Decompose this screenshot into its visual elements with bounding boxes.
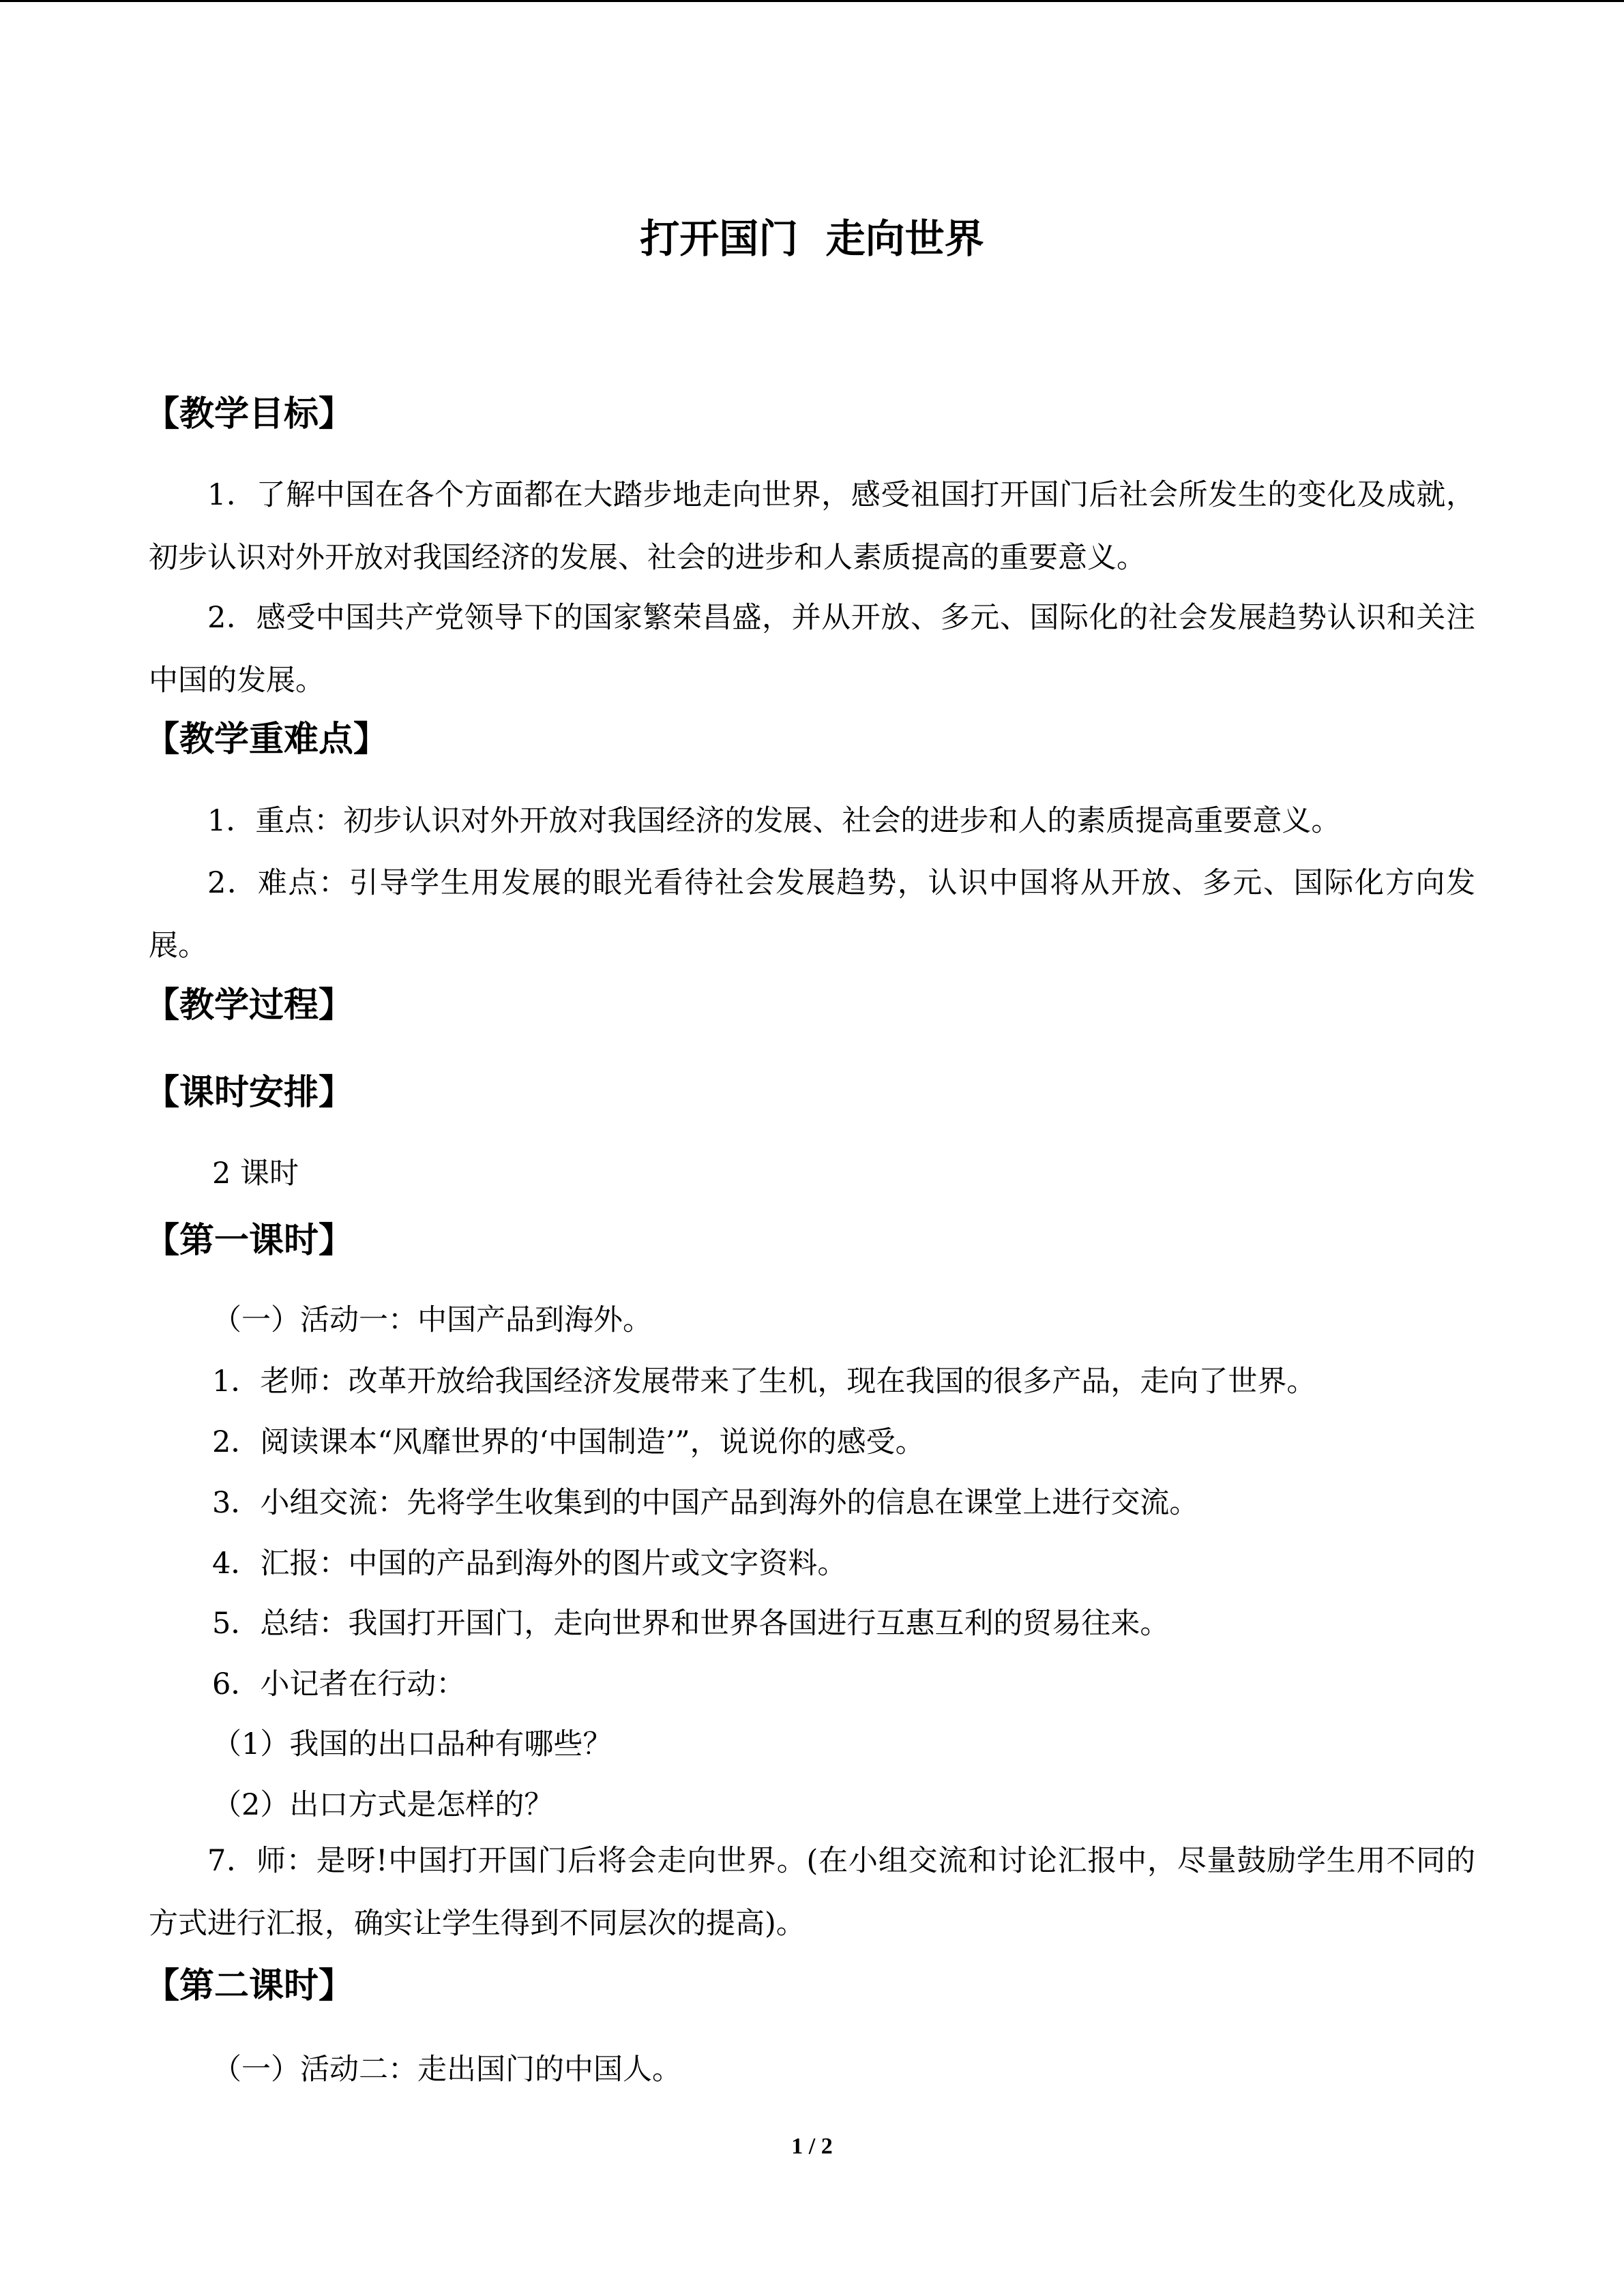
schedule-text: 2 课时	[212, 1157, 299, 1191]
document-title: 打开国门 走向世界	[640, 215, 984, 262]
lesson-one-step: 6．小记者在行动：	[212, 1667, 466, 1701]
lesson-one-activity: （一）活动一：中国产品到海外。	[212, 1303, 652, 1337]
lesson-one-heading: 【第一课时】	[145, 1221, 354, 1261]
page-number: 1 / 2	[791, 2134, 833, 2159]
schedule-heading: 【课时安排】	[145, 1073, 354, 1113]
objectives-heading: 【教学目标】	[145, 394, 354, 434]
lesson-one-question: （2）出口方式是怎样的？	[212, 1788, 554, 1822]
key-points-heading: 【教学重难点】	[145, 719, 389, 760]
lesson-one-question: （1）我国的出口品种有哪些？	[212, 1727, 612, 1761]
key-point-item: 2．难点：引导学生用发展的眼光看待社会发展趋势，认识中国将从开放、多元、国际化方向发展。	[149, 866, 1475, 963]
top-border-line	[0, 0, 1624, 2]
lesson-one-step: 4．汇报：中国的产品到海外的图片或文字资料。	[212, 1547, 847, 1581]
lesson-two-heading: 【第二课时】	[145, 1966, 354, 2006]
lesson-one-step: 3．小组交流：先将学生收集到的中国产品到海外的信息在课堂上进行交流。	[212, 1486, 1199, 1520]
objective-item: 2．感受中国共产党领导下的国家繁荣昌盛，并从开放、多元、国际化的社会发展趋势认识和关注中国的发展。	[149, 601, 1475, 698]
lesson-one-closing: 7．师：是呀!中国打开国门后将会走向世界。(在小组交流和讨论汇报中，尽量鼓励学生用不同的方式进行汇报，确实让学生得到不同层次的提高)。	[149, 1844, 1475, 1941]
lesson-one-step: 5．总结：我国打开国门，走向世界和世界各国进行互惠互利的贸易往来。	[212, 1607, 1170, 1641]
objective-item: 1．了解中国在各个方面都在大踏步地走向世界，感受祖国打开国门后社会所发生的变化及成就，初步认识对外开放对我国经济的发展、社会的进步和人素质提高的重要意义。	[149, 478, 1475, 575]
lesson-one-step: 2．阅读课本“风靡世界的‘中国制造’”，说说你的感受。	[212, 1425, 925, 1459]
process-heading: 【教学过程】	[145, 985, 354, 1026]
key-point-item: 1．重点：初步认识对外开放对我国经济的发展、社会的进步和人的素质提高重要意义。	[207, 804, 1341, 838]
lesson-one-step: 1．老师：改革开放给我国经济发展带来了生机，现在我国的很多产品，走向了世界。	[212, 1365, 1316, 1399]
lesson-two-activity: （一）活动二：走出国门的中国人。	[212, 2053, 681, 2087]
